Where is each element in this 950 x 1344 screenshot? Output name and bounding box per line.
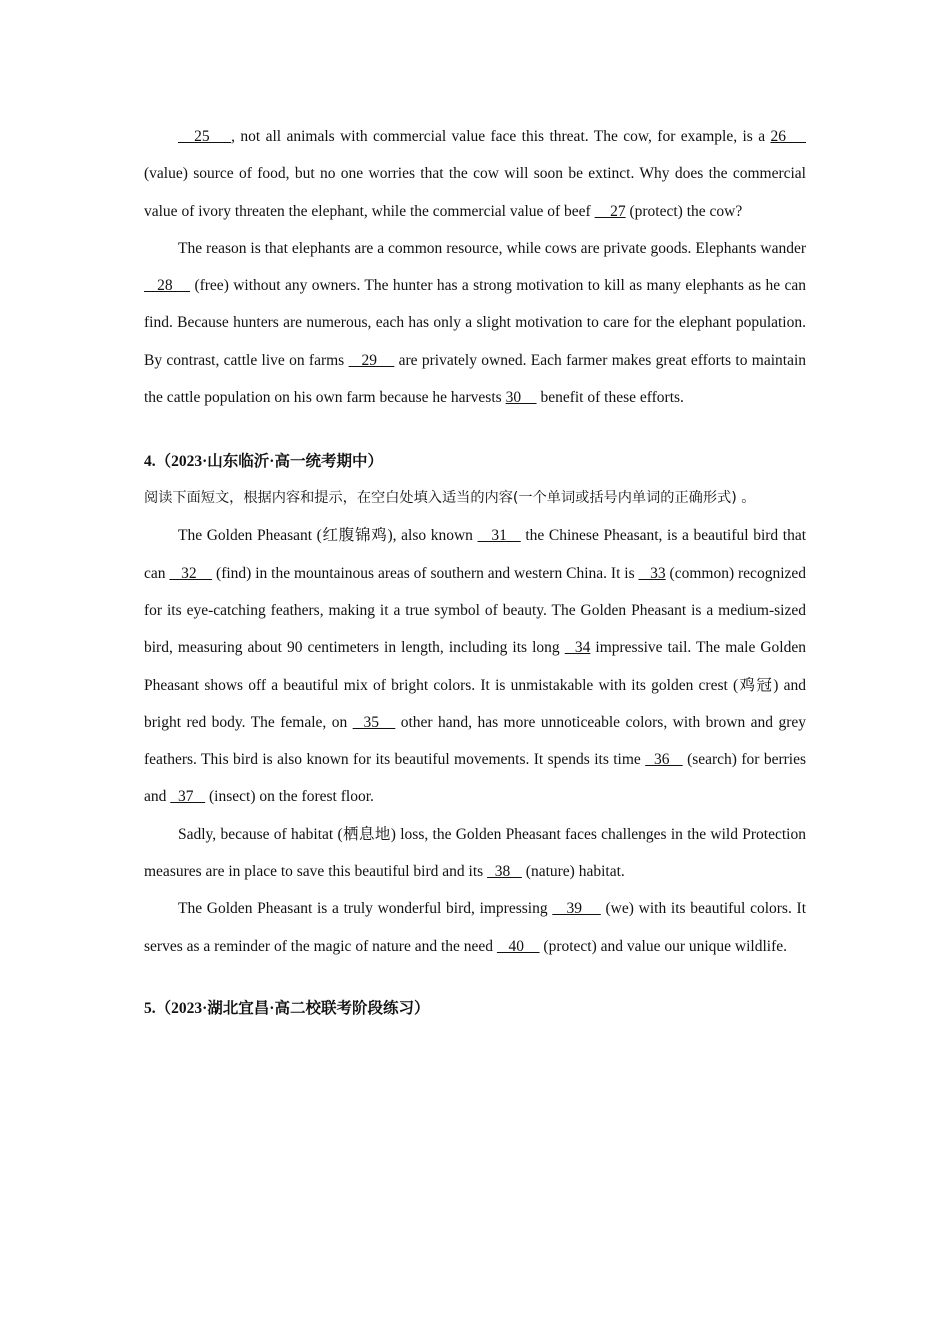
blank-38: 38 (487, 863, 522, 881)
text-segment: impressive tail. The male Golden Pheasant shows off a beautiful mix of bright colors. It is unmistakable with its golden crest (鸡冠) and bright red body. The female, on (144, 639, 806, 731)
text-segment: (find) in the mountainous areas of southern and western China. It is (212, 564, 639, 582)
section-spacer (144, 416, 806, 443)
question-5-heading: 5.（2023·湖北宜昌·高二校联考阶段练习） (144, 999, 430, 1017)
document-page (144, 118, 806, 1027)
text-segment: The reason is that elephants are a common resource, while cows are private goods. Elephants wander (178, 239, 806, 257)
blank-39: 39 (552, 900, 601, 918)
text-segment: (free) without any owners. The hunter has a strong motivation to kill as many elephants as he can find. Because hunters are numerous, each has only a slight motivation to care for the elephant population. By contrast, cattle live on farms (144, 277, 806, 369)
passage4-paragraph-1 (144, 517, 806, 815)
text-segment: The Golden Pheasant (红腹锦鸡), also known (178, 527, 478, 545)
passage3-paragraph-1 (144, 118, 806, 230)
blank-26: 26 (770, 128, 807, 145)
text-segment: Sadly, because of habitat (栖息地) loss, the Golden Pheasant faces challenges in the wild Protection measures are in place to save this beautiful bird and its (144, 825, 806, 881)
passage3-paragraph-2 (144, 230, 806, 416)
text-segment: (protect) the cow? (625, 202, 743, 220)
blank-30: 30 (505, 389, 537, 407)
blank-32: 32 (169, 564, 213, 582)
text-segment: (nature) habitat. (521, 863, 625, 881)
blank-37: 37 (170, 788, 206, 806)
passage4-paragraph-3 (144, 890, 806, 965)
text-segment: The Golden Pheasant is a truly wonderful bird, impressing (178, 900, 553, 918)
passage4-paragraph-2 (144, 816, 806, 891)
text-segment: , not all animals with commercial value face this threat. The cow, for example, is a (231, 128, 771, 145)
text-segment: other hand, has more unnoticeable colors, with brown and grey feathers. This bird is also known for its beautiful movements. It spends its time (144, 713, 807, 769)
text-segment: benefit of these efforts. (536, 389, 684, 407)
text-segment: (we) with its beautiful colors. It serves as a reminder of the magic of nature and the need (144, 900, 807, 955)
text-segment: (insect) on the forest floor. (205, 788, 374, 806)
text-segment: are privately owned. Each farmer makes great efforts to maintain the cattle population on his own farm because he harvests (144, 351, 807, 407)
blank-40: 40 (496, 937, 540, 955)
question-4-instruction: 阅读下面短文，根据内容和提示，在空白处填入适当的内容(一个单词或括号内单词的正确形式) 。 (144, 490, 756, 507)
blank-36: 36 (645, 751, 683, 769)
blank-34: 34 (564, 639, 591, 657)
text-segment: (value) source of food, but no one worries that the cow will soon be extinct. Why does the commercial value of ivory threaten the elephant, while the commercial value of beef (144, 165, 806, 220)
blank-29: 29 (348, 351, 395, 369)
blank-27: 27 (594, 202, 626, 220)
text-segment: (common) recognized for its eye-catching feathers, making it a true symbol of beauty. The Golden Pheasant is a medium-sized bird, measuring about 90 centimeters in length, including its long (144, 564, 807, 657)
blank-31: 31 (477, 527, 521, 545)
text-segment: (protect) and value our unique wildlife. (539, 937, 788, 955)
blank-35: 35 (352, 713, 396, 731)
blank-25: 25 (178, 128, 232, 145)
text-segment: the Chinese Pheasant, is a beautiful bird that can (144, 527, 807, 582)
blank-33: 33 (638, 564, 666, 582)
text-segment: (search) for berries and (144, 751, 807, 806)
blank-28: 28 (144, 277, 191, 295)
question-4-heading: 4.（2023·山东临沂·高一统考期中） (144, 453, 383, 471)
section-spacer (144, 965, 806, 990)
